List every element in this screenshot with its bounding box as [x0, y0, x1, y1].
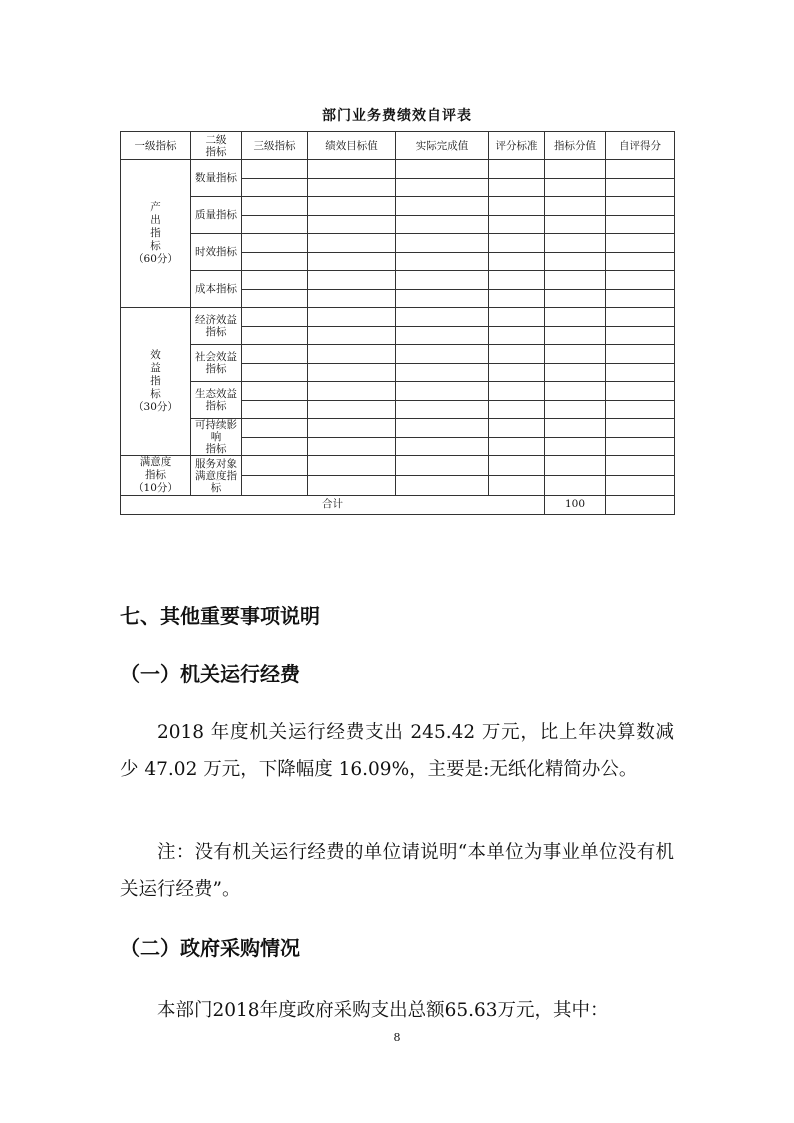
table-cell	[545, 252, 606, 271]
table-cell	[545, 215, 606, 234]
table-cell	[308, 419, 396, 438]
table-cell	[489, 456, 545, 476]
table-cell	[242, 382, 308, 401]
table-cell	[396, 456, 489, 476]
table-cell	[606, 215, 675, 234]
table-cell	[606, 160, 675, 179]
table-cell	[396, 419, 489, 438]
table-cell	[489, 234, 545, 253]
table-cell	[396, 326, 489, 345]
total-label-cell: 合计	[121, 496, 545, 515]
table-cell	[396, 271, 489, 290]
table-cell	[545, 160, 606, 179]
table-cell	[545, 178, 606, 197]
table-cell	[242, 437, 308, 456]
table-cell	[396, 215, 489, 234]
table-cell	[242, 160, 308, 179]
level2-indicator-cell: 社会效益 指标	[191, 345, 242, 382]
header-cell: 评分标准	[489, 132, 545, 160]
table-cell	[545, 289, 606, 308]
table-cell	[308, 252, 396, 271]
header-cell: 实际完成值	[396, 132, 489, 160]
subsection-heading-1: （一）机关运行经费	[120, 662, 300, 686]
table-cell	[396, 178, 489, 197]
table-cell	[396, 289, 489, 308]
table-cell	[489, 382, 545, 401]
table-row	[121, 456, 675, 476]
table-cell	[489, 289, 545, 308]
table-cell	[396, 308, 489, 327]
table-header-row	[121, 132, 675, 160]
table-cell	[606, 345, 675, 364]
table-cell	[308, 289, 396, 308]
table-row	[121, 197, 675, 216]
table-row	[121, 345, 675, 364]
table-cell	[242, 271, 308, 290]
header-cell: 指标分值	[545, 132, 606, 160]
table-cell	[396, 345, 489, 364]
table-row	[121, 271, 675, 290]
table-cell	[489, 345, 545, 364]
table-cell	[606, 289, 675, 308]
table-cell	[545, 400, 606, 419]
table-cell	[606, 326, 675, 345]
table-cell	[308, 234, 396, 253]
table-cell	[308, 308, 396, 327]
table-cell	[489, 252, 545, 271]
table-cell	[545, 345, 606, 364]
table-cell	[396, 252, 489, 271]
table-total-row	[121, 496, 675, 515]
table-cell	[242, 197, 308, 216]
table-cell	[545, 437, 606, 456]
table-title: 部门业务费绩效自评表	[322, 108, 472, 124]
table-cell	[545, 419, 606, 438]
table-cell	[606, 382, 675, 401]
table-cell	[545, 271, 606, 290]
table-cell	[545, 308, 606, 327]
table-cell	[606, 476, 675, 496]
table-cell	[396, 382, 489, 401]
header-cell: 自评得分	[606, 132, 675, 160]
table-cell	[489, 197, 545, 216]
table-cell	[606, 437, 675, 456]
paragraph-procurement: 本部门2018年度政府采购支出总额65.63万元，其中：	[157, 1000, 609, 1021]
table-cell	[489, 437, 545, 456]
table-cell	[489, 476, 545, 496]
table-cell	[308, 178, 396, 197]
total-self-score-cell	[606, 496, 675, 515]
table-cell	[545, 456, 606, 476]
table-cell	[545, 197, 606, 216]
header-cell: 绩效目标值	[308, 132, 396, 160]
table-cell	[308, 160, 396, 179]
table-cell	[308, 363, 396, 382]
table-cell	[242, 252, 308, 271]
table-cell	[606, 419, 675, 438]
table-cell	[396, 363, 489, 382]
table-cell	[308, 271, 396, 290]
table-row	[121, 419, 675, 438]
table-cell	[545, 476, 606, 496]
table-cell	[308, 326, 396, 345]
table-cell	[489, 160, 545, 179]
table-cell	[308, 476, 396, 496]
level2-indicator-cell: 服务对象 满意度指 标	[191, 456, 242, 496]
paragraph-operating-costs: 2018 年度机关运行经费支出 245.42 万元，比上年决算数减少 47.02 万元，下降幅度 16.09%，主要是:无纸化精简办公。	[120, 722, 674, 780]
performance-self-evaluation-table	[120, 131, 675, 515]
level2-indicator-cell: 可持续影响 指标	[191, 419, 242, 456]
section-heading: 七、其他重要事项说明	[120, 604, 320, 628]
table-cell	[606, 400, 675, 419]
table-cell	[308, 345, 396, 364]
table-cell	[242, 363, 308, 382]
level2-indicator-cell: 成本指标	[191, 271, 242, 308]
table-cell	[308, 456, 396, 476]
table-cell	[545, 326, 606, 345]
header-cell-text: 二级 指标	[205, 133, 227, 158]
table-cell	[308, 437, 396, 456]
table-cell	[606, 456, 675, 476]
table-cell	[606, 308, 675, 327]
table-cell	[606, 252, 675, 271]
level2-indicator-cell: 经济效益 指标	[191, 308, 242, 345]
table-cell	[242, 400, 308, 419]
paragraph-note: 注：没有机关运行经费的单位请说明“本单位为事业单位没有机关运行经费”。	[120, 842, 674, 900]
table-body	[121, 132, 675, 515]
table-cell	[489, 400, 545, 419]
table-cell	[606, 197, 675, 216]
table-cell	[396, 400, 489, 419]
total-score-cell: 100	[545, 496, 606, 515]
table-cell	[242, 308, 308, 327]
table-row	[121, 234, 675, 253]
level2-indicator-cell: 时效指标	[191, 234, 242, 271]
table-cell	[606, 271, 675, 290]
table-cell	[242, 289, 308, 308]
table-cell	[489, 178, 545, 197]
table-cell	[489, 215, 545, 234]
table-cell	[396, 160, 489, 179]
table-cell	[242, 178, 308, 197]
level1-indicator-cell: 满意度 指标 （10分）	[121, 456, 191, 496]
header-cell: 一级指标	[121, 132, 191, 160]
table-cell	[242, 215, 308, 234]
table-cell	[489, 419, 545, 438]
table-cell	[489, 308, 545, 327]
table-cell	[606, 234, 675, 253]
table-cell	[308, 400, 396, 419]
table-cell	[308, 382, 396, 401]
table-row	[121, 160, 675, 179]
table-cell	[242, 419, 308, 438]
table-row	[121, 382, 675, 401]
table-cell	[606, 363, 675, 382]
table-cell	[242, 234, 308, 253]
level2-indicator-cell: 质量指标	[191, 197, 242, 234]
table-cell	[489, 326, 545, 345]
table-cell	[545, 234, 606, 253]
table-cell	[242, 345, 308, 364]
table-row	[121, 308, 675, 327]
table-cell	[489, 271, 545, 290]
table-cell	[396, 234, 489, 253]
subsection-heading-2: （二）政府采购情况	[120, 936, 300, 960]
table-cell	[489, 363, 545, 382]
header-cell: 三级指标	[242, 132, 308, 160]
table-cell	[606, 178, 675, 197]
table-cell	[545, 363, 606, 382]
table-cell	[396, 197, 489, 216]
table-cell	[308, 197, 396, 216]
level1-indicator-cell: 效 益 指 标 （30分）	[121, 308, 191, 456]
table-cell	[242, 456, 308, 476]
level1-indicator-cell: 产 出 指 标 （60分）	[121, 160, 191, 308]
level2-indicator-cell: 生态效益 指标	[191, 382, 242, 419]
page-number: 8	[393, 1031, 401, 1044]
table-cell	[396, 476, 489, 496]
level2-indicator-cell: 数量指标	[191, 160, 242, 197]
table-cell	[545, 382, 606, 401]
table-cell	[396, 437, 489, 456]
table-cell	[308, 215, 396, 234]
header-cell	[191, 132, 242, 160]
table-cell	[242, 476, 308, 496]
table-cell	[242, 326, 308, 345]
